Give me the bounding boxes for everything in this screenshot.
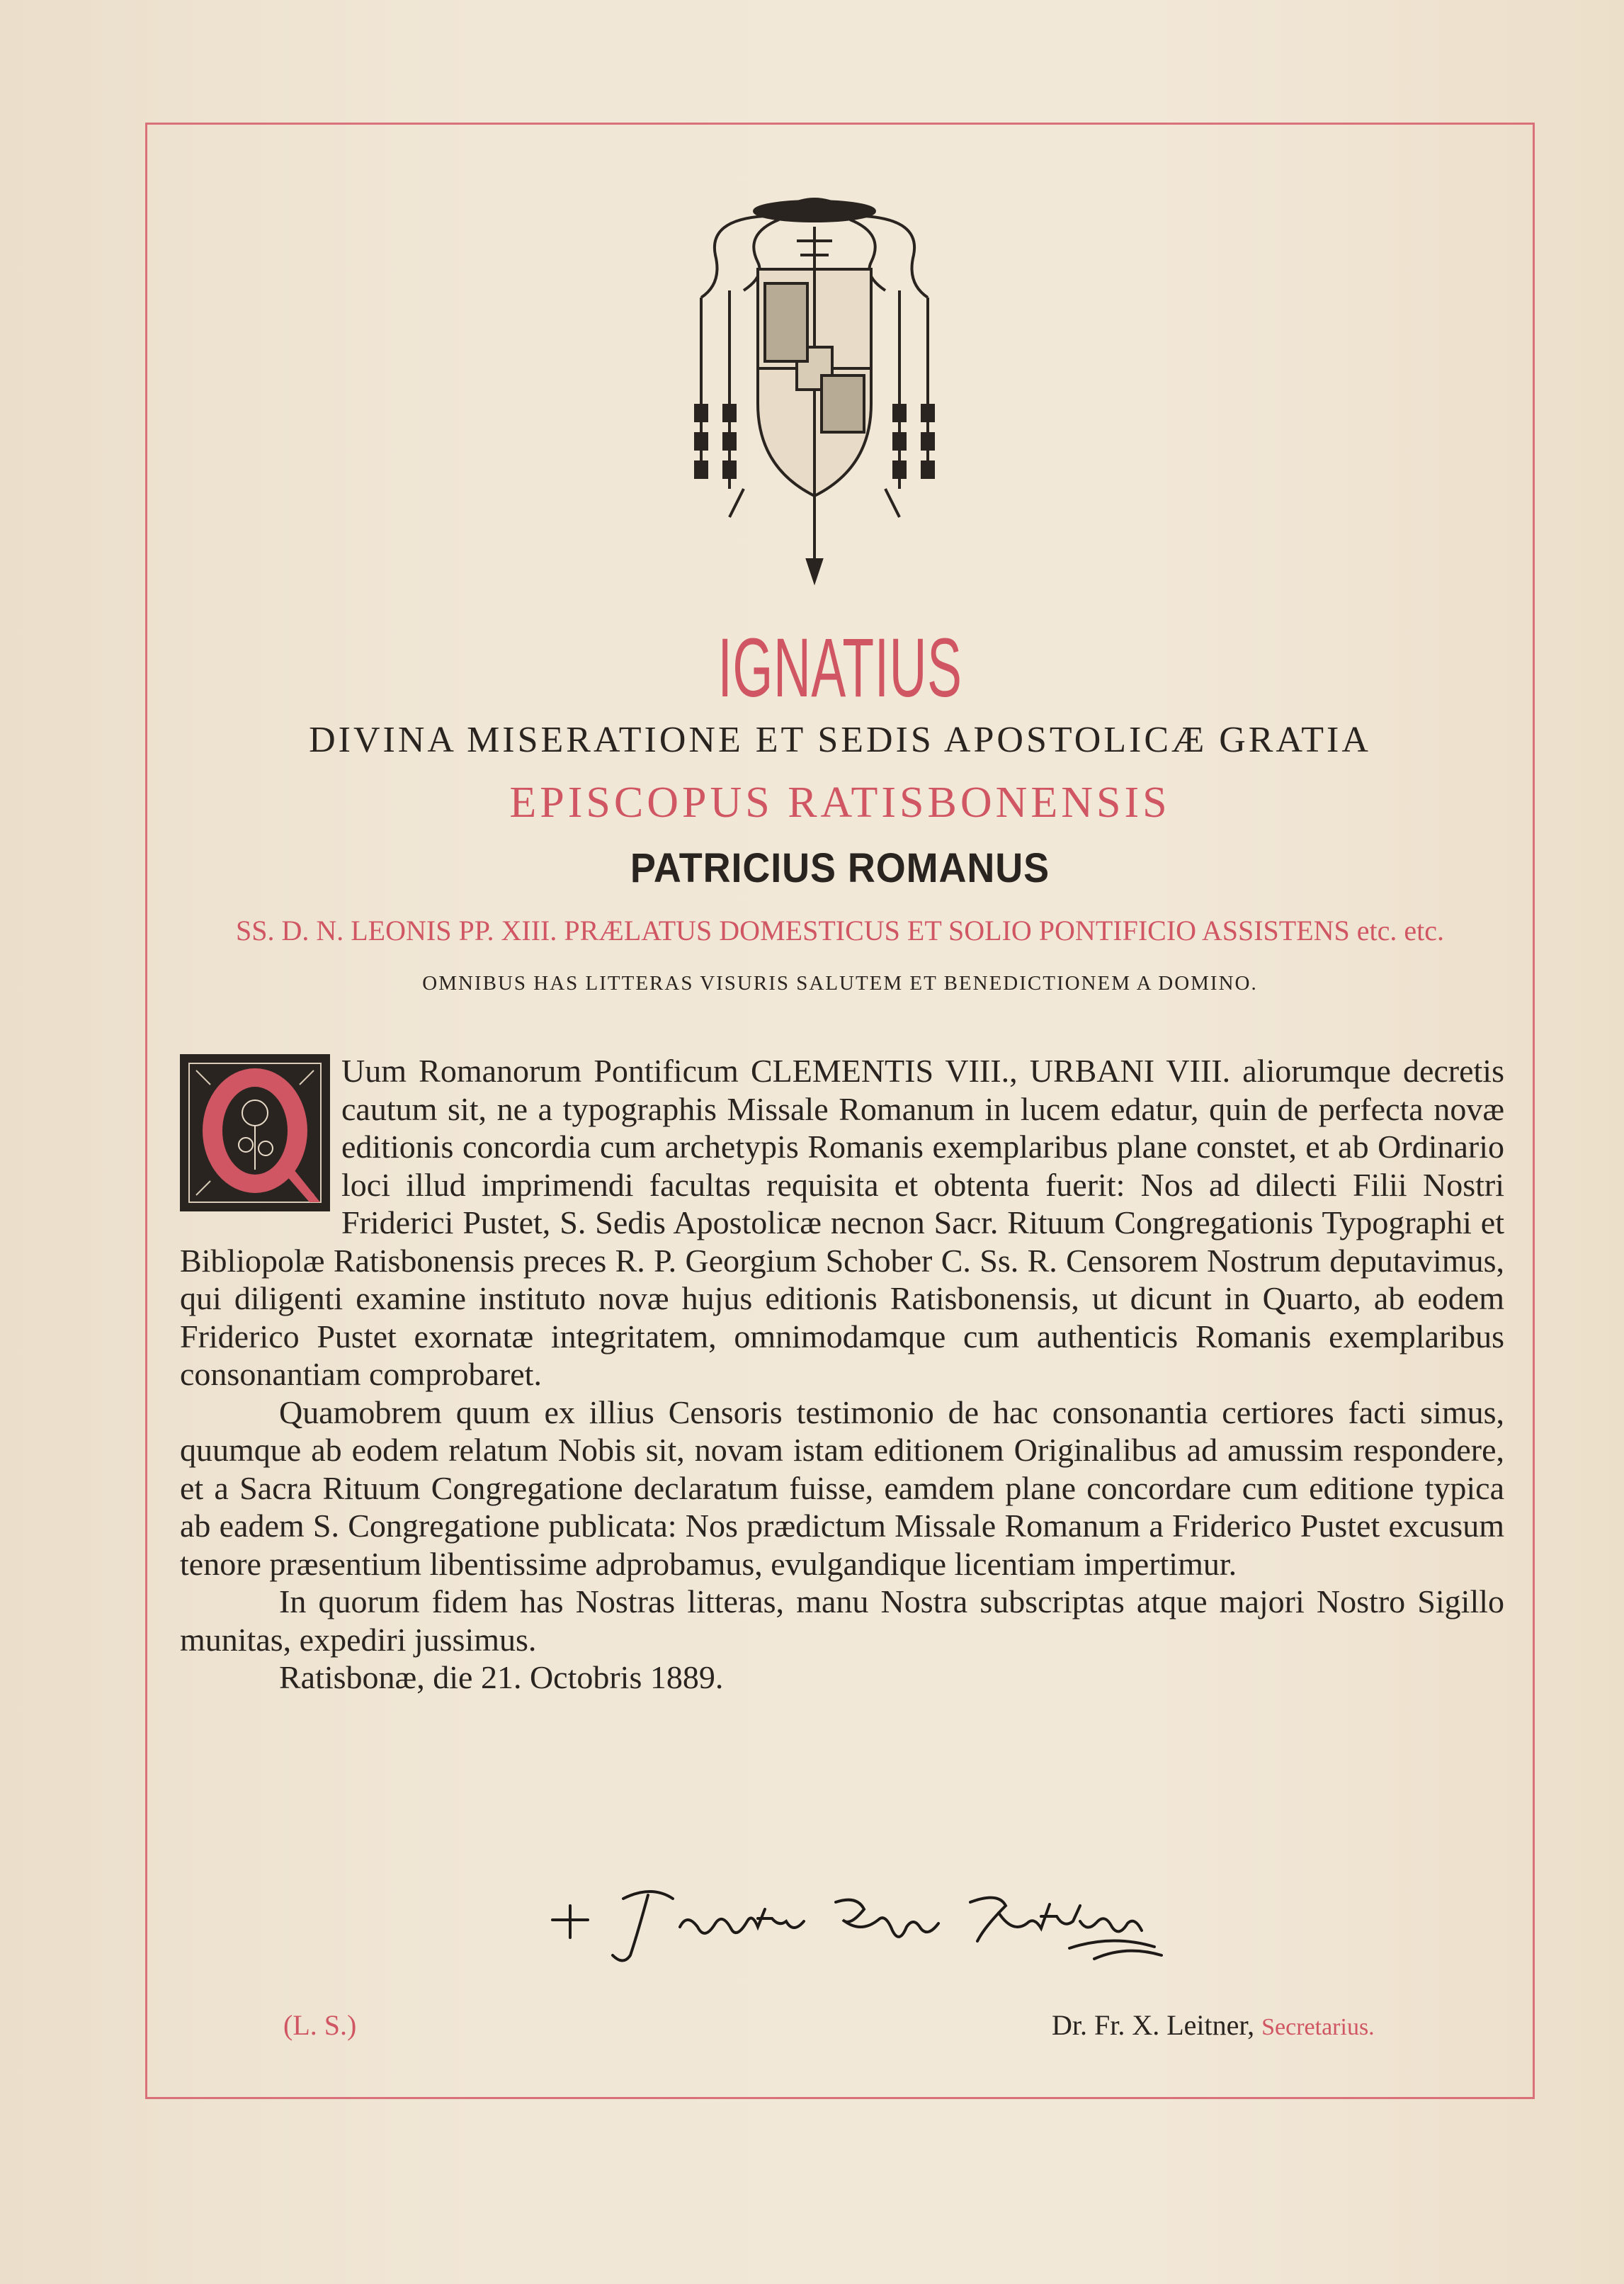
secretary-signature — [1052, 2008, 1375, 2042]
handwritten-signature — [545, 1877, 1183, 1969]
heading-line-gratia: DIVINA MISERATIONE ET SEDIS APOSTOLICÆ GRATIA — [309, 720, 1371, 760]
paragraph-3: In quorum fidem has Nostras litteras, manu Nostra subscriptas atque majori Nostro Sigillo munitas, expediri jussimus. — [180, 1583, 1504, 1658]
heading-line-praelatus: SS. D. N. LEONIS PP. XIII. PRÆLATUS DOMESTICUS ET SOLIO PONTIFICIO ASSISTENS etc. etc. — [235, 915, 1445, 946]
heading-line-patricius: PATRICIUS ROMANUS — [630, 845, 1050, 891]
letter-body — [180, 1052, 1504, 1697]
heading-name: IGNATIUS — [717, 621, 963, 715]
locus-sigilli-mark: (L. S.) — [283, 2009, 357, 2041]
paragraph-1: Uum Romanorum Pontificum CLEMENTIS VIII., URBANI VIII. aliorumque decretis cautum sit, ne a typographis Missale Romanum in lucem edatur, quin de perfecta novæ editionis concordia cum archetypis Romanis exemplaribus plane constet, et ab Ordinario loci illud imprimendi facultas requisita et obtenta fuerit: Nos ad dilecti Filii Nostri Friderici Pustet, S. Sedis Apostolicæ necnon Sacr. Rituum Congregationis Typographi et Bibliopolæ Ratisbonensis preces R. P. Georgium Schober C. Ss. R. Censorem Nostrum deputavimus, qui diligenti examine instituto novæ hujus editionis Ratisbonensis, ut dicunt in Quarto, ab eodem Friderico Pustet exornatæ integritatem, omnimodamque cum authenticis Romanis exemplaribus consonantiam comprobaret. — [180, 1053, 1504, 1392]
letter-date: Ratisbonæ, die 21. Octobris 1889. — [279, 1659, 724, 1695]
heading-line-episcopus: EPISCOPUS RATISBONENSIS — [509, 779, 1171, 827]
coat-of-arms-icon — [659, 191, 970, 588]
heading-line-salutem: OMNIBUS HAS LITTERAS VISURIS SALUTEM ET BENEDICTIONEM A DOMINO. — [422, 972, 1258, 995]
drop-cap-q-icon — [180, 1054, 330, 1211]
paragraph-2: Quamobrem quum ex illius Censoris testimonio de hac consonantia certiores facti simus, quumque ab eodem relatum Nobis sit, novam istam editionem Originalibus ad amussim respondere, et a Sacra Rituum Congregatione declaratum fuisse, eamdem plane concordare cum editione typica ab eadem S. Congregatione publicata: Nos prædictum Missale Romanum a Friderico Pustet excusum tenore præsentium libentissime adprobamus, evulgandique licentiam impertimur. — [180, 1393, 1504, 1582]
secretary-role: Secretarius. — [1261, 2014, 1375, 2040]
secretary-name: Dr. Fr. X. Leitner, — [1052, 2009, 1255, 2041]
